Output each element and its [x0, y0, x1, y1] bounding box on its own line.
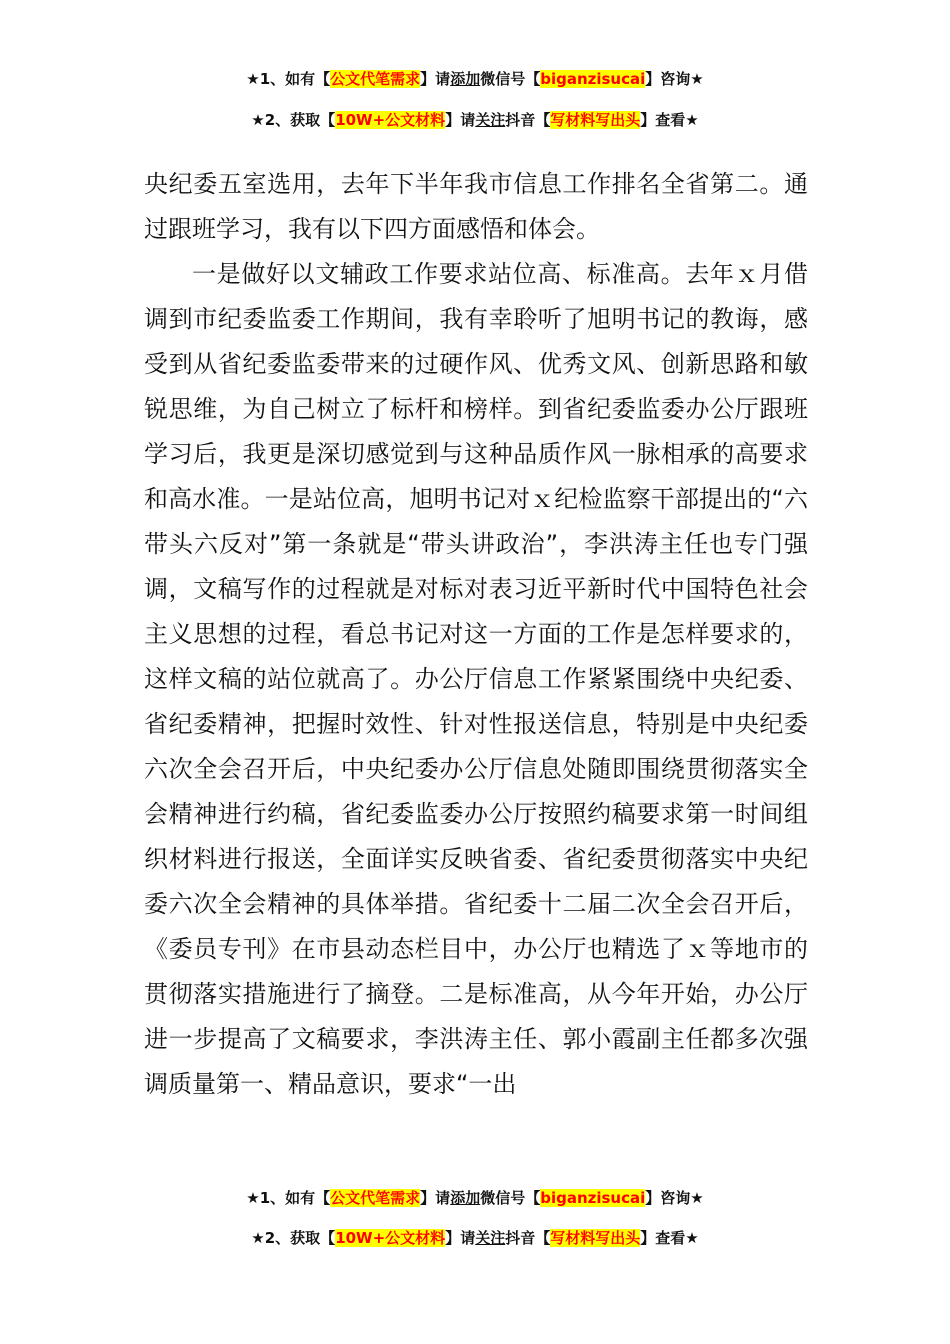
banner-text: 抖音【 — [505, 111, 551, 129]
banner-underline: 添加 — [450, 1189, 481, 1207]
banner-text: 微信号【 — [480, 70, 541, 88]
banner-text: ★2、获取【 — [251, 1229, 336, 1247]
banner-text: 微信号【 — [480, 1189, 541, 1207]
paragraph-2: 一是做好以文辅政工作要求站位高、标准高。去年ｘ月借调到市纪委监委工作期间，我有幸聆听了旭明书记的教诲，感受到从省纪委监委带来的过硬作风、优秀文风、创新思路和敏锐思维，为自己树立了标杆和榜样。到省纪委监委办公厅跟班学习后，我更是深切感觉到与这种品质作风一脉相承的高要求和高水准。一是站位高，旭明书记对ｘ纪检监察干部提出的“六带头六反对”第一条就是“带头讲政治”，李洪涛主任也专门强调，文稿写作的过程就是对标对表习近平新时代中国特色社会主义思想的过程，看总书记对这一方面的工作是怎样要求的，这样文稿的站位就高了。办公厅信息工作紧紧围绕中央纪委、省纪委精神，把握时效性、针对性报送信息，特别是中央纪委六次全会召开后，中央纪委办公厅信息处随即围绕贯彻落实全会精神进行约稿，省纪委监委办公厅按照约稿要求第一时间组织材料进行报送，全面详实反映省委、省纪委贯彻落实中央纪委六次全会精神的具体举措。省纪委十二届二次全会召开后，《委员专刊》在市县动态栏目中，办公厅也精选了ｘ等地市的贯彻落实措施进行了摘登。二是标准高，从今年开始，办公厅进一步提高了文稿要求，李洪涛主任、郭小霞副主任都多次强调质量第一、精品意识，要求“一出 — [144, 260, 808, 1098]
banner-line-2 — [0, 109, 950, 131]
banner-highlight: 写材料写出头 — [550, 111, 641, 129]
banner-line-2 — [0, 1227, 950, 1249]
banner-underline: 添加 — [450, 70, 481, 88]
banner-text: 】咨询★ — [645, 1189, 704, 1207]
banner-text: 】咨询★ — [645, 70, 704, 88]
banner-underline: 关注 — [475, 1229, 506, 1247]
banner-highlight: 公文代笔需求 — [330, 1189, 421, 1207]
banner-highlight: biganzisucai — [540, 1189, 646, 1207]
banner-text: 】查看★ — [640, 1229, 699, 1247]
banner-highlight: 10W+公文材料 — [335, 111, 446, 129]
banner-highlight: 10W+公文材料 — [335, 1229, 446, 1247]
banner-underline: 关注 — [475, 111, 506, 129]
document-body — [144, 162, 808, 1107]
banner-text: 】请 — [420, 70, 451, 88]
banner-line-1 — [0, 68, 950, 90]
banner-text: 】请 — [445, 111, 476, 129]
banner-text: ★1、如有【 — [246, 70, 331, 88]
banner-text: ★1、如有【 — [246, 1189, 331, 1207]
banner-highlight: 公文代笔需求 — [330, 70, 421, 88]
banner-text: ★2、获取【 — [251, 111, 336, 129]
banner-text: 】请 — [445, 1229, 476, 1247]
banner-highlight: 写材料写出头 — [550, 1229, 641, 1247]
banner-text: 】查看★ — [640, 111, 699, 129]
banner-text: 抖音【 — [505, 1229, 551, 1247]
banner-highlight: biganzisucai — [540, 70, 646, 88]
banner-line-1 — [0, 1187, 950, 1209]
paragraph-1: 央纪委五室选用，去年下半年我市信息工作排名全省第二。通过跟班学习，我有以下四方面感悟和体会。 — [144, 170, 808, 243]
banner-text: 】请 — [420, 1189, 451, 1207]
